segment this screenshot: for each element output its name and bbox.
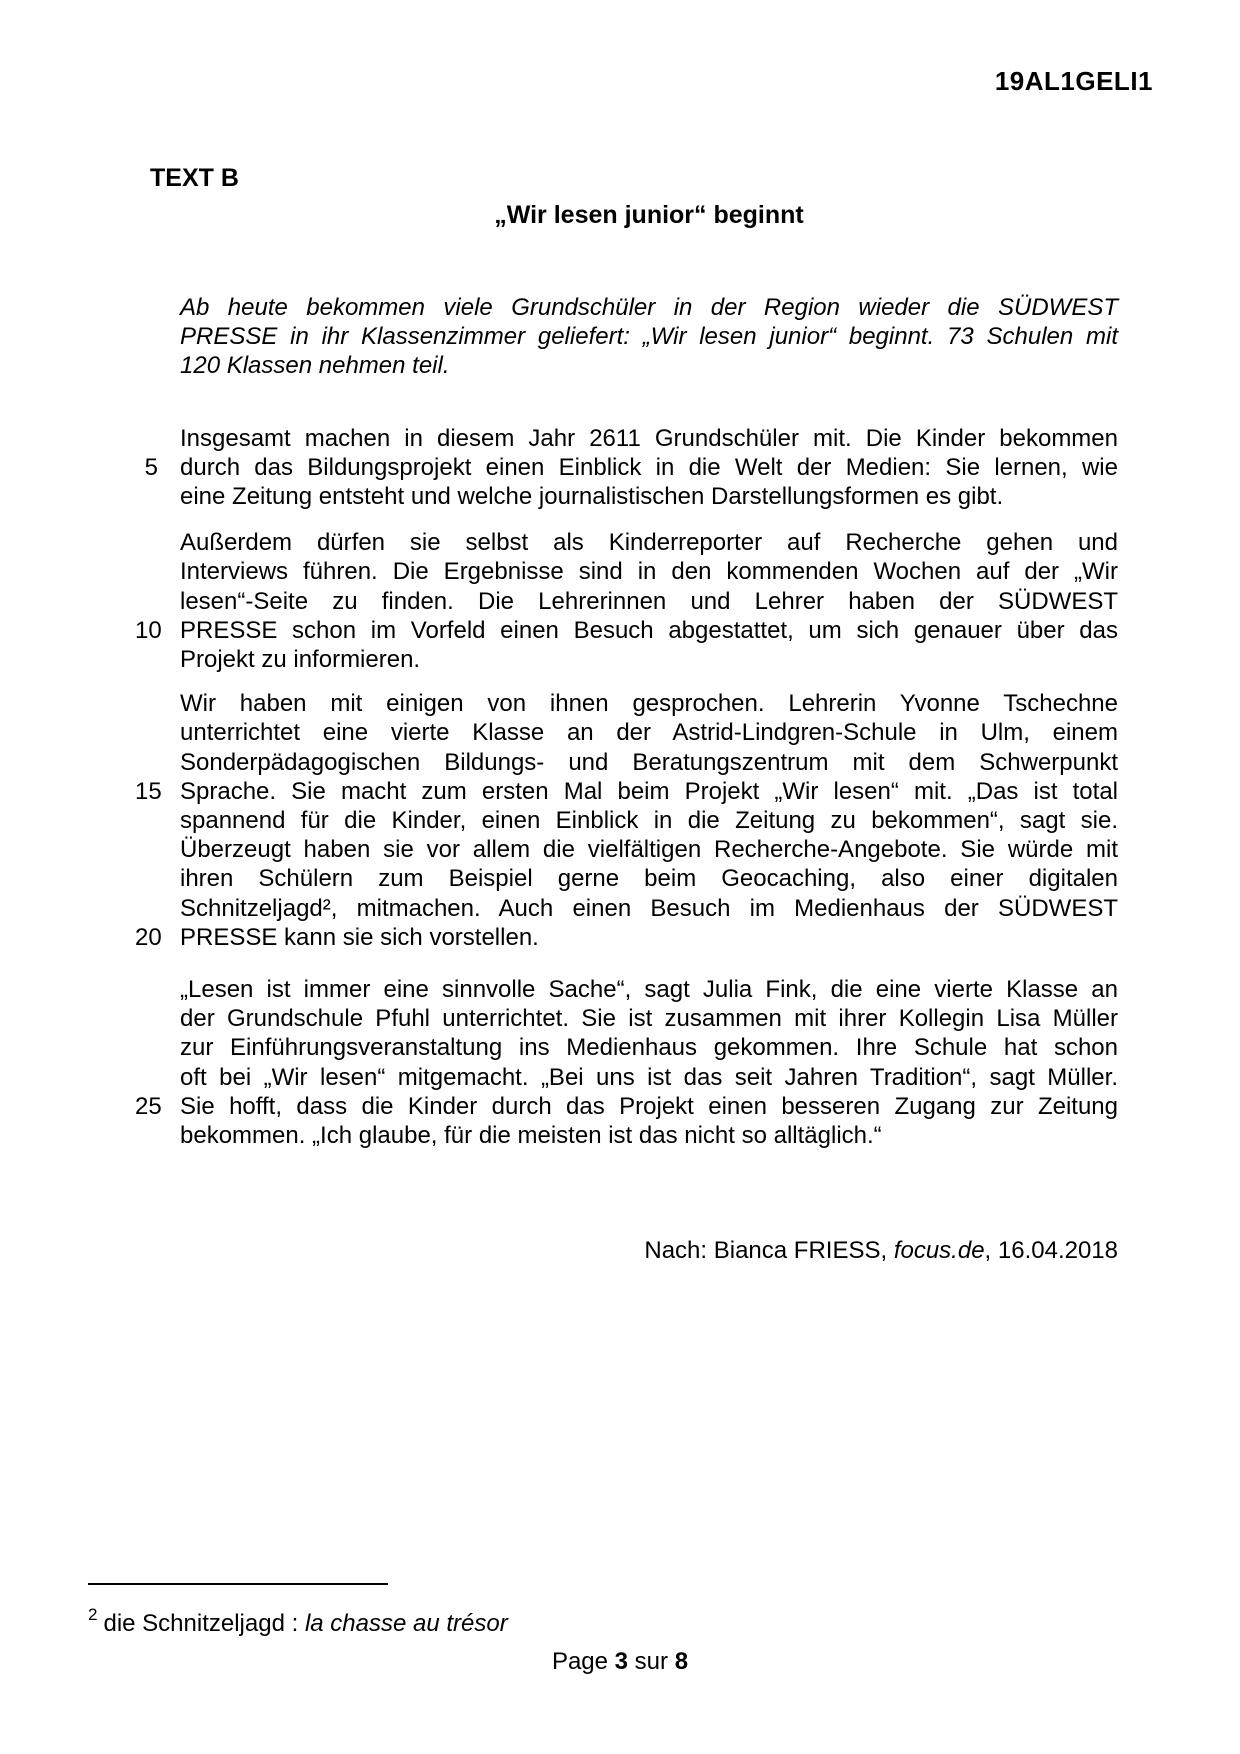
line-text: Ab heute bekommen viele Grundschüler in der Region wieder die SÜDWEST — [180, 294, 1118, 321]
text-line — [135, 689, 1118, 718]
line-text: Sie hofft, dass die Kinder durch das Projekt einen besseren Zugang zur Zeitung — [180, 1092, 1118, 1120]
line-number — [135, 645, 180, 674]
exam-code: 19AL1GELI1 — [994, 66, 1153, 96]
text-line — [135, 806, 1118, 835]
line-number — [135, 557, 180, 586]
line-text: eine Zeitung entsteht und welche journalistischen Darstellungsformen es gibt. — [180, 483, 1004, 511]
text-line — [135, 424, 1118, 453]
line-number — [135, 718, 180, 747]
line-number — [135, 1121, 180, 1150]
line-text: Außerdem dürfen sie selbst als Kinderreporter auf Recherche gehen und — [180, 529, 1118, 557]
line-text: lesen“-Seite zu finden. Die Lehrerinnen und Lehrer haben der SÜDWEST — [180, 587, 1118, 615]
text-line — [135, 293, 1118, 322]
text-line — [135, 1004, 1118, 1033]
line-text: PRESSE kann sie sich vorstellen. — [180, 923, 539, 951]
line-number: 25 — [135, 1092, 162, 1120]
line-number — [135, 894, 180, 923]
line-number — [135, 528, 180, 557]
text-line — [135, 1033, 1118, 1062]
line-number: 20 — [135, 923, 162, 951]
attribution-suffix: , 16.04.2018 — [984, 1237, 1118, 1264]
line-text: ihren Schülern zum Beispiel gerne beim Geocaching, also einer digitalen — [180, 865, 1118, 893]
page-label: Page — [551, 1648, 615, 1675]
paragraph-2 — [135, 528, 1118, 674]
text-line — [135, 616, 1118, 645]
paragraph-3 — [135, 689, 1118, 952]
line-number — [135, 806, 180, 835]
line-text: 120 Klassen nehmen teil. — [180, 352, 450, 380]
footnote-translation: la chasse au trésor — [304, 1610, 508, 1637]
line-text: Interviews führen. Die Ergebnisse sind in den kommenden Wochen auf der „Wir — [180, 558, 1118, 586]
footnote-marker: 2 — [88, 1605, 98, 1624]
article-body — [135, 293, 1118, 1150]
text-line — [135, 864, 1118, 893]
page-current: 3 — [614, 1648, 629, 1675]
page-number — [0, 1648, 1240, 1676]
line-text: Überzeugt haben sie vor allem die vielfältigen Recherche-Angebote. Sie würde mit — [180, 836, 1118, 864]
line-number — [135, 975, 180, 1004]
page-separator: sur — [628, 1648, 675, 1675]
line-text: durch das Bildungsprojekt einen Einblick in die Welt der Medien: Sie lernen, wie — [180, 453, 1118, 481]
text-line — [135, 835, 1118, 864]
text-line — [135, 645, 1118, 674]
footnote-text: die Schnitzeljagd : — [103, 1610, 305, 1637]
text-line — [135, 482, 1118, 511]
text-line — [135, 453, 1118, 482]
line-number — [135, 748, 180, 777]
attribution-prefix: Nach: Bianca FRIESS, — [644, 1237, 894, 1264]
line-number: 5 — [144, 453, 158, 481]
line-number: 15 — [135, 777, 162, 805]
line-text: PRESSE schon im Vorfeld einen Besuch abgestattet, um sich genauer über das — [180, 616, 1118, 644]
text-line — [135, 777, 1118, 806]
text-line — [135, 894, 1118, 923]
line-text: Wir haben mit einigen von ihnen gesprochen. Lehrerin Yvonne Tschechne — [180, 690, 1118, 718]
footnote-divider — [88, 1583, 388, 1585]
line-text: Sonderpädagogischen Bildungs- und Beratungszentrum mit dem Schwerpunkt — [180, 748, 1118, 776]
line-text: Sprache. Sie macht zum ersten Mal beim Projekt „Wir lesen“ mit. „Das ist total — [180, 777, 1118, 805]
line-text: unterrichtet eine vierte Klasse an der Astrid-Lindgren-Schule in Ulm, einem — [180, 719, 1118, 747]
line-text: „Lesen ist immer eine sinnvolle Sache“, sagt Julia Fink, die eine vierte Klasse an — [180, 976, 1118, 1004]
source-attribution — [180, 1237, 1118, 1265]
line-text: der Grundschule Pfuhl unterrichtet. Sie ist zusammen mit ihrer Kollegin Lisa Müller — [180, 1005, 1118, 1033]
paragraph-4 — [135, 975, 1118, 1150]
line-number — [135, 424, 180, 453]
text-line — [135, 923, 1118, 952]
line-number — [135, 864, 180, 893]
line-text: zur Einführungsveranstaltung ins Medienhaus gekommen. Ihre Schule hat schon — [180, 1034, 1118, 1062]
text-line — [135, 718, 1118, 747]
line-text: spannend für die Kinder, einen Einblick in die Zeitung zu bekommen“, sagt sie. — [180, 807, 1118, 835]
line-number — [135, 1033, 180, 1062]
line-number — [135, 322, 180, 351]
line-number — [135, 1063, 180, 1092]
text-line — [135, 322, 1118, 351]
line-number — [135, 1004, 180, 1033]
text-line — [135, 557, 1118, 586]
line-number — [135, 835, 180, 864]
line-text: Insgesamt machen in diesem Jahr 2611 Grundschüler mit. Die Kinder bekommen — [180, 424, 1118, 452]
footnote — [88, 1602, 508, 1639]
paragraph-1 — [135, 424, 1118, 512]
text-line — [135, 748, 1118, 777]
text-line — [135, 975, 1118, 1004]
line-text: Schnitzeljagd², mitmachen. Auch einen Besuch im Medienhaus der SÜDWEST — [180, 894, 1118, 922]
line-number — [135, 482, 180, 511]
attribution-source: focus.de — [893, 1237, 985, 1264]
text-line — [135, 1121, 1118, 1150]
line-text: Projekt zu informieren. — [180, 646, 421, 674]
line-number — [135, 689, 180, 718]
page-total: 8 — [674, 1648, 689, 1675]
text-line — [135, 587, 1118, 616]
line-text: oft bei „Wir lesen“ mitgemacht. „Bei uns ist das seit Jahren Tradition“, sagt Müller. — [180, 1063, 1118, 1091]
line-number — [135, 351, 180, 380]
line-number — [135, 293, 180, 322]
text-line — [135, 528, 1118, 557]
text-line — [135, 1063, 1118, 1092]
line-number — [135, 587, 180, 616]
text-line — [135, 351, 1118, 380]
line-text: bekommen. „Ich glaube, für die meisten ist das nicht so alltäglich.“ — [180, 1122, 882, 1150]
section-label: TEXT B — [150, 164, 239, 192]
line-text: PRESSE in ihr Klassenzimmer geliefert: „Wir lesen junior“ beginnt. 73 Schulen mit — [180, 323, 1118, 351]
article-title: „Wir lesen junior“ beginnt — [494, 201, 804, 229]
line-number: 10 — [135, 616, 162, 644]
intro-paragraph — [135, 293, 1118, 381]
text-line — [135, 1092, 1118, 1121]
